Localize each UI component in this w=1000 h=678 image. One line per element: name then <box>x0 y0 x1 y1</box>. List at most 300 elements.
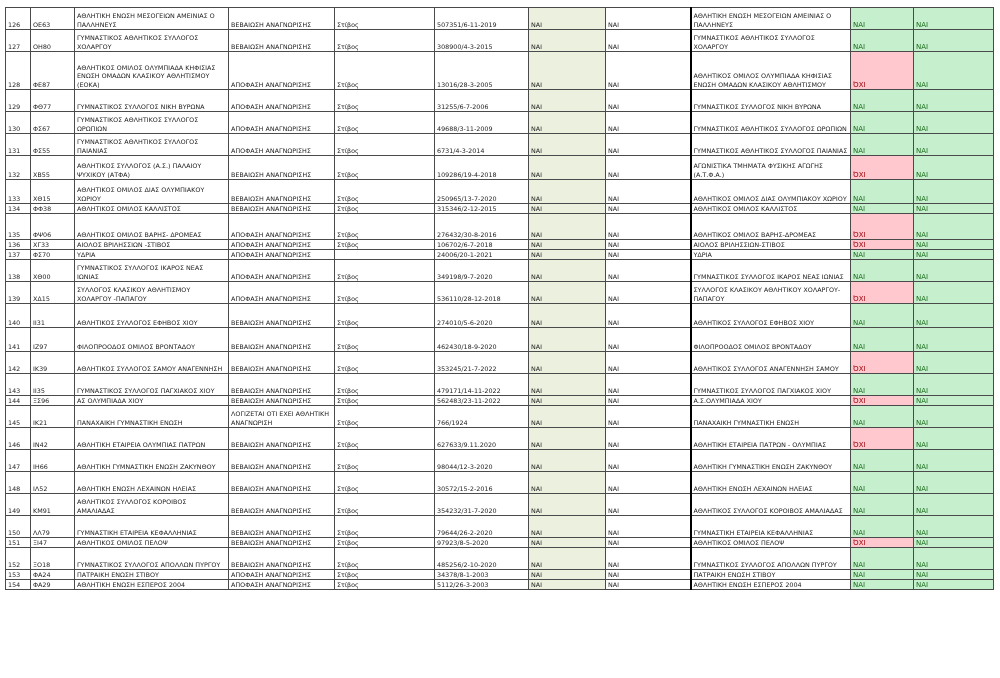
match-status: ΝΑΙ <box>851 112 914 134</box>
recognition-type: ΒΕΒΑΙΩΣΗ ΑΝΑΓΝΩΡΙΣΗΣ <box>229 328 335 352</box>
club-code: ΞΟ18 <box>31 548 75 570</box>
match-status: ΝΑΙ <box>851 450 914 472</box>
match-status: ΝΑΙ <box>851 250 914 260</box>
table-row <box>6 352 994 374</box>
recognition-type: ΒΕΒΑΙΩΣΗ ΑΝΑΓΝΩΡΙΣΗΣ <box>229 428 335 450</box>
row-number: 151 <box>6 538 31 548</box>
row-number: 152 <box>6 548 31 570</box>
club-name: ΑΘΛΗΤΙΚΟΣ ΣΥΛΛΟΓΟΣ ΚΟΡΟΙΒΟΣ ΑΜΑΛΙΑΔΑΣ <box>75 494 229 516</box>
recognition-type: ΑΠΟΦΑΣΗ ΑΝΑΓΝΩΡΙΣΗΣ <box>229 260 335 282</box>
match-status: ΌΧΙ <box>851 156 914 180</box>
protocol-number: 30572/15-2-2016 <box>435 472 529 494</box>
final-status: ΝΑΙ <box>914 396 994 406</box>
protocol-number: 79644/26-2-2020 <box>435 516 529 538</box>
recognition-type: ΑΠΟΦΑΣΗ ΑΝΑΓΝΩΡΙΣΗΣ <box>229 240 335 250</box>
check-a: ΝΑΙ <box>529 472 606 494</box>
registered-name: ΑΘΛΗΤΙΚΗ ΕΝΩΣΗ ΜΕΣΟΓΕΙΩΝ ΑΜΕΙΝΙΑΣ Ο ΠΑΛΛΗΝΕΥΣ <box>691 8 851 30</box>
registered-name: ΓΥΜΝΑΣΤΙΚΟΣ ΣΥΛΛΟΓΟΣ ΝΙΚΗ ΒΥΡΩΝΑ <box>691 90 851 112</box>
check-a: ΝΑΙ <box>529 580 606 590</box>
sport: Στίβος <box>335 180 435 204</box>
check-b: ΝΑΙ <box>606 374 691 396</box>
recognition-type: ΒΕΒΑΙΩΣΗ ΑΝΑΓΝΩΡΙΣΗΣ <box>229 472 335 494</box>
club-code: ΟΕ63 <box>31 8 75 30</box>
check-a: ΝΑΙ <box>529 328 606 352</box>
row-number: 148 <box>6 472 31 494</box>
table-row <box>6 396 994 406</box>
check-a: ΝΑΙ <box>529 240 606 250</box>
club-name: ΑΘΛΗΤΙΚΟΣ ΣΥΛΛΟΓΟΣ ΕΦΗΒΟΣ ΧΙΟΥ <box>75 304 229 328</box>
table-row <box>6 538 994 548</box>
row-number: 153 <box>6 570 31 580</box>
row-number: 132 <box>6 156 31 180</box>
recognition-type: ΒΕΒΑΙΩΣΗ ΑΝΑΓΝΩΡΙΣΗΣ <box>229 516 335 538</box>
club-name: ΓΥΜΝΑΣΤΙΚΟΣ ΣΥΛΛΟΓΟΣ ΑΠΟΛΛΩΝ ΠΥΡΓΟΥ <box>75 548 229 570</box>
club-name: ΓΥΜΝΑΣΤΙΚΟΣ ΣΥΛΛΟΓΟΣ ΝΙΚΗ ΒΥΡΩΝΑ <box>75 90 229 112</box>
sport: Στίβος <box>335 538 435 548</box>
club-name: ΓΥΜΝΑΣΤΙΚΟΣ ΑΘΛΗΤΙΚΟΣ ΣΥΛΛΟΓΟΣ ΧΟΛΑΡΓΟΥ <box>75 30 229 52</box>
club-name: ΑΘΛΗΤΙΚΟΣ ΟΜΙΛΟΣ ΔΙΑΣ ΟΛΥΜΠΙΑΚΟΥ ΧΩΡΙΟΥ <box>75 180 229 204</box>
table-row <box>6 204 994 214</box>
match-status: ΝΑΙ <box>851 570 914 580</box>
final-status: ΝΑΙ <box>914 8 994 30</box>
sport: Στίβος <box>335 134 435 156</box>
club-name: ΑΘΛΗΤΙΚΟΣ ΟΜΙΛΟΣ ΒΑΡΗΣ- ΔΡΟΜΕΑΣ <box>75 214 229 240</box>
recognition-type: ΒΕΒΑΙΩΣΗ ΑΝΑΓΝΩΡΙΣΗΣ <box>229 204 335 214</box>
protocol-number: 49688/3-11-2009 <box>435 112 529 134</box>
sport: Στίβος <box>335 516 435 538</box>
club-code: ΙΖ97 <box>31 328 75 352</box>
recognition-type: ΒΕΒΑΙΩΣΗ ΑΝΑΓΝΩΡΙΣΗΣ <box>229 450 335 472</box>
club-name: ΓΥΜΝΑΣΤΙΚΗ ΕΤΑΙΡΕΙΑ ΚΕΦΑΛΛΗΝΙΑΣ <box>75 516 229 538</box>
club-code: ΙΚ21 <box>31 406 75 428</box>
check-b: ΝΑΙ <box>606 30 691 52</box>
club-code: ΙΚ39 <box>31 352 75 374</box>
registered-name: ΑΘΛΗΤΙΚΗ ΕΝΩΣΗ ΕΣΠΕΡΟΣ 2004 <box>691 580 851 590</box>
sport: Στίβος <box>335 156 435 180</box>
check-b: ΝΑΙ <box>606 282 691 304</box>
sport: Στίβος <box>335 90 435 112</box>
club-name: ΑΣ ΟΛΥΜΠΙΑΔΑ ΧΙΟΥ <box>75 396 229 406</box>
table-row <box>6 250 994 260</box>
row-number: 142 <box>6 352 31 374</box>
registered-name: ΑΘΛΗΤΙΚΗ ΕΝΩΣΗ ΛΕΧΑΙΝΩΝ ΗΛΕΙΑΣ <box>691 472 851 494</box>
final-status: ΝΑΙ <box>914 112 994 134</box>
protocol-number: 34378/8-1-2003 <box>435 570 529 580</box>
check-a: ΝΑΙ <box>529 112 606 134</box>
sport <box>335 250 435 260</box>
club-code: ΦΑ29 <box>31 580 75 590</box>
registered-name: ΑΘΛΗΤΙΚΟΣ ΟΜΙΛΟΣ ΒΑΡΗΣ-ΔΡΟΜΕΑΣ <box>691 214 851 240</box>
protocol-number: 536110/28-12-2018 <box>435 282 529 304</box>
final-status: ΝΑΙ <box>914 570 994 580</box>
table-row <box>6 156 994 180</box>
sport: Στίβος <box>335 112 435 134</box>
table-row <box>6 52 994 90</box>
match-status: ΝΑΙ <box>851 516 914 538</box>
registered-name: ΓΥΜΝΑΣΤΙΚΟΣ ΣΥΛΛΟΓΟΣ ΙΚΑΡΟΣ ΝΕΑΣ ΙΩΝΙΑΣ <box>691 260 851 282</box>
table-row <box>6 260 994 282</box>
check-a: ΝΑΙ <box>529 352 606 374</box>
club-code: ΦΨ06 <box>31 214 75 240</box>
table-row <box>6 282 994 304</box>
table-row <box>6 374 994 396</box>
table-row <box>6 214 994 240</box>
sport: Στίβος <box>335 396 435 406</box>
registered-name: ΥΔΡΙΑ <box>691 250 851 260</box>
row-number: 138 <box>6 260 31 282</box>
table-row <box>6 30 994 52</box>
club-name: ΑΘΛΗΤΙΚΗ ΓΥΜΝΑΣΤΙΚΗ ΕΝΩΣΗ ΖΑΚΥΝΘΟΥ <box>75 450 229 472</box>
check-b: ΝΑΙ <box>606 260 691 282</box>
check-a: ΝΑΙ <box>529 30 606 52</box>
protocol-number: 562483/23-11-2022 <box>435 396 529 406</box>
row-number: 130 <box>6 112 31 134</box>
check-b: ΝΑΙ <box>606 112 691 134</box>
sport: Στίβος <box>335 580 435 590</box>
sport: Στίβος <box>335 406 435 428</box>
check-b: ΝΑΙ <box>606 580 691 590</box>
final-status: ΝΑΙ <box>914 204 994 214</box>
protocol-number: 250965/13-7-2020 <box>435 180 529 204</box>
match-status: ΝΑΙ <box>851 328 914 352</box>
protocol-number: 315346/2-12-2015 <box>435 204 529 214</box>
final-status: ΝΑΙ <box>914 90 994 112</box>
club-name: ΑΙΟΛΟΣ ΒΡΙΛΗΣΣΙΩΝ -ΣΤΙΒΟΣ <box>75 240 229 250</box>
match-status: ΝΑΙ <box>851 180 914 204</box>
club-name: ΑΘΛΗΤΙΚΟΣ ΣΥΛΛΟΓΟΣ (Α.Σ.) ΠΑΛΑΙΟΥ ΨΥΧΙΚΟΥ (ΑΤΦΑ) <box>75 156 229 180</box>
recognition-type: ΒΕΒΑΙΩΣΗ ΑΝΑΓΝΩΡΙΣΗΣ <box>229 396 335 406</box>
recognition-type: ΒΕΒΑΙΩΣΗ ΑΝΑΓΝΩΡΙΣΗΣ <box>229 494 335 516</box>
protocol-number: 766/1924 <box>435 406 529 428</box>
check-b: ΝΑΙ <box>606 328 691 352</box>
recognition-type: ΒΕΒΑΙΩΣΗ ΑΝΑΓΝΩΡΙΣΗΣ <box>229 374 335 396</box>
match-status: ΝΑΙ <box>851 374 914 396</box>
protocol-number: 479171/14-11-2022 <box>435 374 529 396</box>
row-number: 149 <box>6 494 31 516</box>
match-status: ΌΧΙ <box>851 538 914 548</box>
check-a: ΝΑΙ <box>529 450 606 472</box>
row-number: 133 <box>6 180 31 204</box>
club-code: ΦΦ38 <box>31 204 75 214</box>
row-number: 141 <box>6 328 31 352</box>
table-body <box>6 8 994 590</box>
row-number: 126 <box>6 8 31 30</box>
final-status: ΝΑΙ <box>914 450 994 472</box>
table-row <box>6 328 994 352</box>
recognition-type: ΒΕΒΑΙΩΣΗ ΑΝΑΓΝΩΡΙΣΗΣ <box>229 548 335 570</box>
registered-name: ΣΥΛΛΟΓΟΣ ΚΛΑΣΙΚΟΥ ΑΘΛΗΤΙΚΟΥ ΧΟΛΑΡΓΟΥ-ΠΑΠΑΓΟΥ <box>691 282 851 304</box>
clubs-table <box>5 7 994 590</box>
club-name: ΦΙΛΟΠΡΟΟΔΟΣ ΟΜΙΛΟΣ ΒΡΟΝΤΑΔΟΥ <box>75 328 229 352</box>
check-b: ΝΑΙ <box>606 52 691 90</box>
final-status: ΝΑΙ <box>914 538 994 548</box>
check-a: ΝΑΙ <box>529 548 606 570</box>
match-status: ΌΧΙ <box>851 396 914 406</box>
recognition-type: ΑΠΟΦΑΣΗ ΑΝΑΓΝΩΡΙΣΗΣ <box>229 580 335 590</box>
protocol-number: 97923/8-5-2020 <box>435 538 529 548</box>
check-b: ΝΑΙ <box>606 204 691 214</box>
sport: Στίβος <box>335 352 435 374</box>
row-number: 129 <box>6 90 31 112</box>
check-b: ΝΑΙ <box>606 516 691 538</box>
check-b: ΝΑΙ <box>606 250 691 260</box>
registered-name: ΓΥΜΝΑΣΤΙΚΟΣ ΑΘΛΗΤΙΚΟΣ ΣΥΛΛΟΓΟΣ ΧΟΛΑΡΓΟΥ <box>691 30 851 52</box>
match-status: ΝΑΙ <box>851 304 914 328</box>
recognition-type: ΒΕΒΑΙΩΣΗ ΑΝΑΓΝΩΡΙΣΗΣ <box>229 180 335 204</box>
final-status: ΝΑΙ <box>914 406 994 428</box>
match-status: ΝΑΙ <box>851 406 914 428</box>
recognition-type: ΑΠΟΦΑΣΗ ΑΝΑΓΝΩΡΙΣΗΣ <box>229 134 335 156</box>
final-status: ΝΑΙ <box>914 214 994 240</box>
table-row <box>6 406 994 428</box>
protocol-number: 31255/6-7-2006 <box>435 90 529 112</box>
final-status: ΝΑΙ <box>914 580 994 590</box>
row-number: 144 <box>6 396 31 406</box>
club-name: ΑΘΛΗΤΙΚΟΣ ΟΜΙΛΟΣ ΠΕΛΟΨ <box>75 538 229 548</box>
match-status: ΝΑΙ <box>851 204 914 214</box>
final-status: ΝΑΙ <box>914 260 994 282</box>
sport: Στίβος <box>335 548 435 570</box>
recognition-type: ΑΠΟΦΑΣΗ ΑΝΑΓΝΩΡΙΣΗΣ <box>229 282 335 304</box>
row-number: 147 <box>6 450 31 472</box>
recognition-type: ΒΕΒΑΙΩΣΗ ΑΝΑΓΝΩΡΙΣΗΣ <box>229 8 335 30</box>
registered-name: ΑΘΛΗΤΙΚΟΣ ΣΥΛΛΟΓΟΣ ΕΦΗΒΟΣ ΧΙΟΥ <box>691 304 851 328</box>
check-b: ΝΑΙ <box>606 406 691 428</box>
check-a: ΝΑΙ <box>529 570 606 580</box>
final-status: ΝΑΙ <box>914 282 994 304</box>
protocol-number: 6731/4-3-2014 <box>435 134 529 156</box>
recognition-type: ΒΕΒΑΙΩΣΗ ΑΝΑΓΝΩΡΙΣΗΣ <box>229 352 335 374</box>
table-row <box>6 548 994 570</box>
match-status: ΌΧΙ <box>851 214 914 240</box>
row-number: 140 <box>6 304 31 328</box>
final-status: ΝΑΙ <box>914 374 994 396</box>
protocol-number: 353245/21-7-2022 <box>435 352 529 374</box>
club-code: ΙΝ42 <box>31 428 75 450</box>
protocol-number: 276432/30-8-2016 <box>435 214 529 240</box>
check-b: ΝΑΙ <box>606 538 691 548</box>
sport: Στίβος <box>335 30 435 52</box>
row-number: 146 <box>6 428 31 450</box>
row-number: 134 <box>6 204 31 214</box>
recognition-type: ΑΠΟΦΑΣΗ ΑΝΑΓΝΩΡΙΣΗΣ <box>229 90 335 112</box>
recognition-type: ΒΕΒΑΙΩΣΗ ΑΝΑΓΝΩΡΙΣΗΣ <box>229 538 335 548</box>
check-a: ΝΑΙ <box>529 282 606 304</box>
registered-name: ΑΘΛΗΤΙΚΟΣ ΟΜΙΛΟΣ ΟΛΥΜΠΙΑΔΑ ΚΗΦΙΣΙΑΣ ΕΝΩΣΗ ΟΜΑΔΩΝ ΚΛΑΣΙΚΟΥ ΑΘΛΗΤΙΣΜΟΥ <box>691 52 851 90</box>
registered-name: ΑΘΛΗΤΙΚΟΣ ΟΜΙΛΟΣ ΚΑΛΛΙΣΤΟΣ <box>691 204 851 214</box>
protocol-number: 24006/20-1-2021 <box>435 250 529 260</box>
final-status: ΝΑΙ <box>914 428 994 450</box>
final-status: ΝΑΙ <box>914 240 994 250</box>
check-b: ΝΑΙ <box>606 304 691 328</box>
match-status: ΝΑΙ <box>851 580 914 590</box>
final-status: ΝΑΙ <box>914 52 994 90</box>
club-name: ΣΥΛΛΟΓΟΣ ΚΛΑΣΙΚΟΥ ΑΘΛΗΤΙΣΜΟΥ ΧΟΛΑΡΓΟΥ -ΠΑΠΑΓΟΥ <box>75 282 229 304</box>
sport: Στίβος <box>335 282 435 304</box>
check-b: ΝΑΙ <box>606 428 691 450</box>
recognition-type: ΑΠΟΦΑΣΗ ΑΝΑΓΝΩΡΙΣΗΣ <box>229 570 335 580</box>
match-status: ΝΑΙ <box>851 90 914 112</box>
recognition-type: ΑΠΟΦΑΣΗ ΑΝΑΓΝΩΡΙΣΗΣ <box>229 52 335 90</box>
protocol-number: 109286/19-4-2018 <box>435 156 529 180</box>
final-status: ΝΑΙ <box>914 250 994 260</box>
row-number: 137 <box>6 250 31 260</box>
club-code: ΙΙ31 <box>31 304 75 328</box>
check-a: ΝΑΙ <box>529 90 606 112</box>
protocol-number: 627633/9.11.2020 <box>435 428 529 450</box>
club-name: ΑΘΛΗΤΙΚΗ ΕΝΩΣΗ ΜΕΣΟΓΕΙΩΝ ΑΜΕΙΝΙΑΣ Ο ΠΑΛΛΗΝΕΥΣ <box>75 8 229 30</box>
row-number: 131 <box>6 134 31 156</box>
row-number: 135 <box>6 214 31 240</box>
row-number: 128 <box>6 52 31 90</box>
sport: Στίβος <box>335 214 435 240</box>
registered-name: ΑΓΩΝΙΣΤΙΚΑ ΤΜΗΜΑΤΑ ΦΥΣΙΚΗΣ ΑΓΩΓΗΣ (Α.Τ.Φ.Α.) <box>691 156 851 180</box>
club-name: ΓΥΜΝΑΣΤΙΚΟΣ ΑΘΛΗΤΙΚΟΣ ΣΥΛΛΟΓΟΣ ΩΡΩΠΙΩΝ <box>75 112 229 134</box>
protocol-number: 13016/28-3-2005 <box>435 52 529 90</box>
club-code: ΧΓ33 <box>31 240 75 250</box>
check-b: ΝΑΙ <box>606 472 691 494</box>
check-a: ΝΑΙ <box>529 8 606 30</box>
club-name: ΠΑΤΡΑΙΚΗ ΕΝΩΣΗ ΣΤΙΒΟΥ <box>75 570 229 580</box>
sport: Στίβος <box>335 204 435 214</box>
protocol-number: 308900/4-3-2015 <box>435 30 529 52</box>
registered-name: ΓΥΜΝΑΣΤΙΚΗ ΕΤΑΙΡΕΙΑ ΚΕΦΑΛΛΗΝΙΑΣ <box>691 516 851 538</box>
protocol-number: 507351/6-11-2019 <box>435 8 529 30</box>
club-name: ΑΘΛΗΤΙΚΗ ΕΝΩΣΗ ΛΕΧΑΙΝΩΝ ΗΛΕΙΑΣ <box>75 472 229 494</box>
final-status: ΝΑΙ <box>914 516 994 538</box>
club-code: ΙΛ52 <box>31 472 75 494</box>
final-status: ΝΑΙ <box>914 352 994 374</box>
protocol-number: 354232/31-7-2020 <box>435 494 529 516</box>
registered-name: ΠΑΝΑΧΑΙΚΗ ΓΥΜΝΑΣΤΙΚΗ ΕΝΩΣΗ <box>691 406 851 428</box>
protocol-number: 274010/5-6-2020 <box>435 304 529 328</box>
row-number: 127 <box>6 30 31 52</box>
club-code: ΧΔ15 <box>31 282 75 304</box>
match-status: ΝΑΙ <box>851 8 914 30</box>
match-status: ΝΑΙ <box>851 260 914 282</box>
registered-name: ΑΘΛΗΤΙΚΟΣ ΟΜΙΛΟΣ ΠΕΛΟΨ <box>691 538 851 548</box>
club-code: ΟΗ80 <box>31 30 75 52</box>
table-row <box>6 472 994 494</box>
club-code: ΦΘ77 <box>31 90 75 112</box>
recognition-type: ΒΕΒΑΙΩΣΗ ΑΝΑΓΝΩΡΙΣΗΣ <box>229 156 335 180</box>
match-status: ΌΧΙ <box>851 352 914 374</box>
registered-name: ΑΙΟΛΟΣ ΒΡΙΛΗΣΣΙΩΝ-ΣΤΙΒΟΣ <box>691 240 851 250</box>
registered-name: ΑΘΛΗΤΙΚΗ ΓΥΜΝΑΣΤΙΚΗ ΕΝΩΣΗ ΖΑΚΥΝΘΟΥ <box>691 450 851 472</box>
match-status: ΝΑΙ <box>851 494 914 516</box>
table-row <box>6 180 994 204</box>
check-a: ΝΑΙ <box>529 134 606 156</box>
row-number: 150 <box>6 516 31 538</box>
check-a: ΝΑΙ <box>529 214 606 240</box>
check-b: ΝΑΙ <box>606 450 691 472</box>
registered-name: ΑΘΛΗΤΙΚΟΣ ΟΜΙΛΟΣ ΔΙΑΣ ΟΛΥΜΠΙΑΚΟΥ ΧΩΡΙΟΥ <box>691 180 851 204</box>
row-number: 139 <box>6 282 31 304</box>
club-code: ΚΜ91 <box>31 494 75 516</box>
club-code: ΦΣ55 <box>31 134 75 156</box>
check-a: ΝΑΙ <box>529 52 606 90</box>
recognition-type: ΛΟΓΙΖΕΤΑΙ ΟΤΙ ΕΧΕΙ ΑΘΛΗΤΙΚΗ ΑΝΑΓΝΩΡΙΣΗ <box>229 406 335 428</box>
registered-name: ΓΥΜΝΑΣΤΙΚΟΣ ΑΘΛΗΤΙΚΟΣ ΣΥΛΛΟΓΟΣ ΠΑΙΑΝΙΑΣ <box>691 134 851 156</box>
final-status: ΝΑΙ <box>914 304 994 328</box>
check-b: ΝΑΙ <box>606 548 691 570</box>
match-status: ΝΑΙ <box>851 30 914 52</box>
club-name: ΑΘΛΗΤΙΚΗ ΕΤΑΙΡΕΙΑ ΟΛΥΜΠΙΑΣ ΠΑΤΡΩΝ <box>75 428 229 450</box>
registered-name: ΑΘΛΗΤΙΚΟΣ ΣΥΛΛΟΓΟΣ ΑΝΑΓΕΝΝΗΣΗ ΣΑΜΟΥ <box>691 352 851 374</box>
club-code: ΧΒ55 <box>31 156 75 180</box>
table-row <box>6 570 994 580</box>
final-status: ΝΑΙ <box>914 548 994 570</box>
check-a: ΝΑΙ <box>529 156 606 180</box>
table-row <box>6 428 994 450</box>
check-b: ΝΑΙ <box>606 570 691 580</box>
check-a: ΝΑΙ <box>529 538 606 548</box>
sport: Στίβος <box>335 260 435 282</box>
recognition-type: ΒΕΒΑΙΩΣΗ ΑΝΑΓΝΩΡΙΣΗΣ <box>229 304 335 328</box>
match-status: ΌΧΙ <box>851 52 914 90</box>
match-status: ΝΑΙ <box>851 472 914 494</box>
check-a: ΝΑΙ <box>529 180 606 204</box>
club-code: ΦΕ87 <box>31 52 75 90</box>
club-code: ΦΑ24 <box>31 570 75 580</box>
final-status: ΝΑΙ <box>914 472 994 494</box>
club-code: ΙΗ66 <box>31 450 75 472</box>
check-a: ΝΑΙ <box>529 374 606 396</box>
protocol-number: 485256/2-10-2020 <box>435 548 529 570</box>
table-row <box>6 516 994 538</box>
table-row <box>6 112 994 134</box>
match-status: ΝΑΙ <box>851 134 914 156</box>
table-row <box>6 494 994 516</box>
check-a: ΝΑΙ <box>529 304 606 328</box>
table-row <box>6 580 994 590</box>
club-code: ΦΣ70 <box>31 250 75 260</box>
row-number: 145 <box>6 406 31 428</box>
table-row <box>6 304 994 328</box>
registered-name: ΑΘΛΗΤΙΚΗ ΕΤΑΙΡΕΙΑ ΠΑΤΡΩΝ - ΟΛΥΜΠΙΑΣ <box>691 428 851 450</box>
club-name: ΓΥΜΝΑΣΤΙΚΟΣ ΣΥΛΛΟΓΟΣ ΠΑΓΧΙΑΚΟΣ ΧΙΟΥ <box>75 374 229 396</box>
club-name: ΑΘΛΗΤΙΚΟΣ ΣΥΛΛΟΓΟΣ ΣΑΜΟΥ ΑΝΑΓΕΝΝΗΣΗ <box>75 352 229 374</box>
protocol-number: 462430/18-9-2020 <box>435 328 529 352</box>
club-name: ΥΔΡΙΑ <box>75 250 229 260</box>
match-status: ΝΑΙ <box>851 548 914 570</box>
check-a: ΝΑΙ <box>529 396 606 406</box>
registered-name: ΠΑΤΡΑΙΚΗ ΕΝΩΣΗ ΣΤΙΒΟΥ <box>691 570 851 580</box>
sport: Στίβος <box>335 450 435 472</box>
sport: Στίβος <box>335 328 435 352</box>
check-a: ΝΑΙ <box>529 494 606 516</box>
check-b: ΝΑΙ <box>606 352 691 374</box>
check-a: ΝΑΙ <box>529 516 606 538</box>
club-code: ΞΣ96 <box>31 396 75 406</box>
club-name: ΠΑΝΑΧΑΙΚΗ ΓΥΜΝΑΣΤΙΚΗ ΕΝΩΣΗ <box>75 406 229 428</box>
sport: Στίβος <box>335 428 435 450</box>
check-a: ΝΑΙ <box>529 260 606 282</box>
check-b: ΝΑΙ <box>606 90 691 112</box>
check-b: ΝΑΙ <box>606 240 691 250</box>
recognition-type: ΒΕΒΑΙΩΣΗ ΑΝΑΓΝΩΡΙΣΗΣ <box>229 30 335 52</box>
final-status: ΝΑΙ <box>914 494 994 516</box>
match-status: ΌΧΙ <box>851 240 914 250</box>
registered-name: ΑΘΛΗΤΙΚΟΣ ΣΥΛΛΟΓΟΣ ΚΟΡΟΙΒΟΣ ΑΜΑΛΙΑΔΑΣ <box>691 494 851 516</box>
registered-name: ΓΥΜΝΑΣΤΙΚΟΣ ΣΥΛΛΟΓΟΣ ΠΑΓΧΙΑΚΟΣ ΧΙΟΥ <box>691 374 851 396</box>
sport: Στίβος <box>335 304 435 328</box>
table-row <box>6 134 994 156</box>
table-row <box>6 90 994 112</box>
final-status: ΝΑΙ <box>914 180 994 204</box>
row-number: 136 <box>6 240 31 250</box>
club-code: ΞΙ47 <box>31 538 75 548</box>
